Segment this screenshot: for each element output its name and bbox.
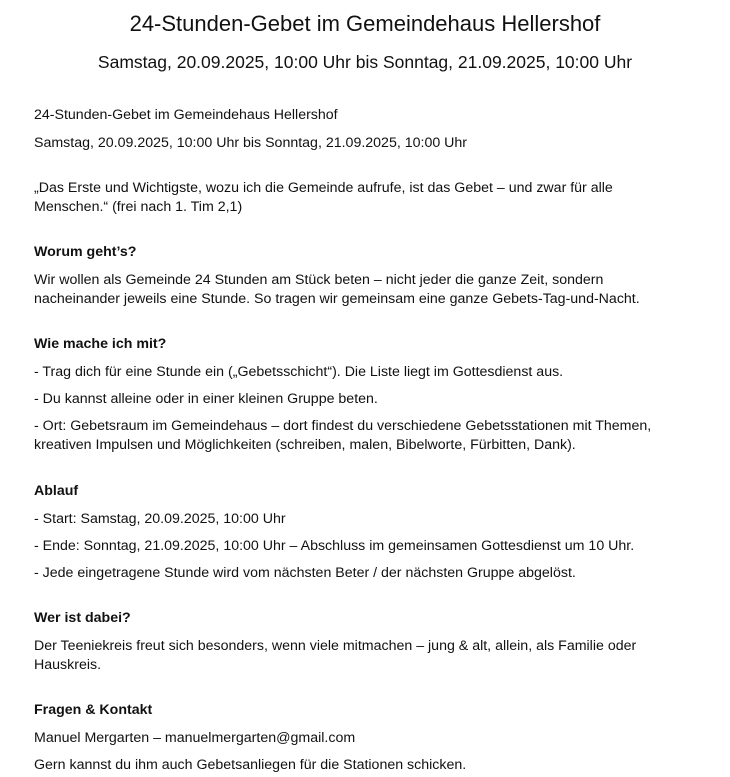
- worum-line-2: nacheinander jeweils eine Stunde. So tragen wir gemeinsam eine ganze Gebets-Tag-und-Nacht.: [34, 291, 640, 307]
- section-heading-dabei: Wer ist dabei?: [34, 610, 131, 626]
- dabei-line-2: Hauskreis.: [34, 657, 102, 673]
- mitmachen-item-3: [34, 417, 710, 455]
- ablauf-item-abloesung: - Jede eingetragene Stunde wird vom nächsten Beter / der nächsten Gruppe abgelöst.: [34, 565, 576, 581]
- ablauf-item-start: - Start: Samstag, 20.09.2025, 10:00 Uhr: [34, 511, 286, 527]
- ablauf-item-ende: - Ende: Sonntag, 21.09.2025, 10:00 Uhr – Abschluss im gemeinsamen Gottesdienst um 10 Uhr.: [34, 538, 635, 554]
- bible-quote-line-1: „Das Erste und Wichtigste, wozu ich die Gemeinde aufrufe, ist das Gebet – und zwar für alle: [34, 180, 613, 196]
- intro-title-line: 24-Stunden-Gebet im Gemeindehaus Hellershof: [34, 107, 338, 123]
- mitmachen-item-3-line-1: - Ort: Gebetsraum im Gemeindehaus – dort findest du verschiedene Gebetsstationen mit Themen,: [34, 418, 652, 434]
- page-title: 24-Stunden-Gebet im Gemeindehaus Hellershof: [129, 11, 601, 36]
- section-heading-kontakt: Fragen & Kontakt: [34, 702, 153, 718]
- section-heading-worum: Worum geht’s?: [34, 244, 137, 260]
- kontakt-name-email: Manuel Mergarten – manuelmergarten@gmail.com: [34, 730, 356, 746]
- intro-date-line: Samstag, 20.09.2025, 10:00 Uhr bis Sonntag, 21.09.2025, 10:00 Uhr: [34, 135, 468, 151]
- bible-quote-line-2: Menschen.“ (frei nach 1. Tim 2,1): [34, 199, 243, 215]
- section-text-worum: [34, 271, 710, 309]
- dabei-line-1: Der Teeniekreis freut sich besonders, wenn viele mitmachen – jung & alt, allein, als Familie oder: [34, 638, 637, 654]
- bible-quote: [34, 179, 710, 217]
- document-body: [34, 106, 710, 775]
- mitmachen-item-2: - Du kannst alleine oder in einer kleinen Gruppe beten.: [34, 391, 378, 407]
- mitmachen-item-3-line-2: kreativen Impulsen und Möglichkeiten (schreiben, malen, Bibelworte, Fürbitten, Dank).: [34, 437, 576, 453]
- section-text-dabei: [34, 637, 710, 675]
- worum-line-1: Wir wollen als Gemeinde 24 Stunden am Stück beten – nicht jeder die ganze Zeit, sondern: [34, 272, 604, 288]
- section-heading-ablauf: Ablauf: [34, 483, 79, 499]
- mitmachen-item-1: - Trag dich für eine Stunde ein („Gebetsschicht“). Die Liste liegt im Gottesdienst aus.: [34, 364, 564, 380]
- section-heading-mitmachen: Wie mache ich mit?: [34, 336, 167, 352]
- kontakt-note: Gern kannst du ihm auch Gebetsanliegen für die Stationen schicken.: [34, 757, 467, 773]
- page-subtitle: Samstag, 20.09.2025, 10:00 Uhr bis Sonntag, 21.09.2025, 10:00 Uhr: [97, 52, 633, 72]
